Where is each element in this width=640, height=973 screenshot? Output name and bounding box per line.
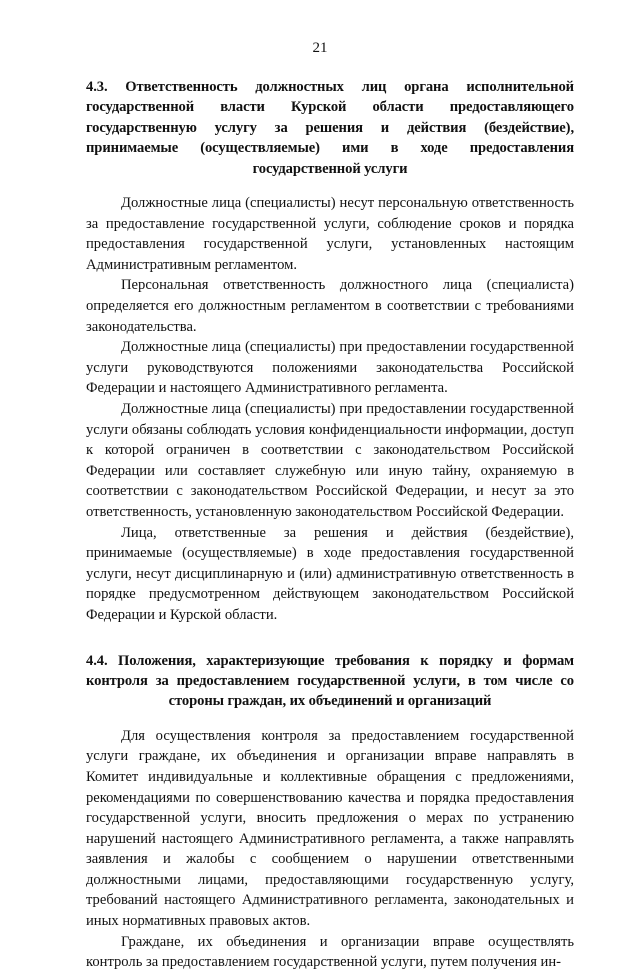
document-content — [86, 77, 574, 973]
paragraph: Персональная ответственность должностного лица (специалиста) определяется его должностным регламентом в соответствии с требованиями законодательства. — [86, 277, 574, 335]
page-number: 21 — [312, 40, 328, 56]
paragraph: Для осуществления контроля за предоставлением государственной услуги граждане, их объединения и организации вправе направлять в Комитет индивидуальные и коллективные обращения с предложениями, рекомендациями по совершенствованию качества и порядка предоставления государственной услуги, вносить предложения о мерах по устранению нарушений настоящего Административного регламента, а также направлять заявления и жалобы с сообщением о нарушении ответственными должностными лицами, предоставляющими государственную услугу, требований настоящего Административного регламента, законодательных и иных нормативных правовых актов. — [86, 727, 574, 930]
paragraph: Граждане, их объединения и организации вправе осуществлять контроль за предоставлением государственной услуги, путем получения ин- — [86, 933, 574, 971]
section-body-4-3 — [86, 193, 574, 625]
section-heading-4-3: 4.3. Ответственность должностных лиц органа исполнительной государственной власти Курской области предоставляющего государственную услугу за решения и действия (бездействие), принимаемые (осуществляемые) ими в ходе предоставления государственной услуги — [86, 79, 574, 177]
section-heading-4-4: 4.4. Положения, характеризующие требования к порядку и формам контроля за предоставлением государственной услуги, в том числе со стороны граждан, их объединений и организаций — [86, 652, 574, 710]
paragraph: Лица, ответственные за решения и действия (бездействие), принимаемые (осуществляемые) в ходе предоставления государственной услуги, несут дисциплинарную и (или) административную ответственность в порядке предусмотренном действующем законодательством Российской Федерации и Курской области. — [86, 524, 574, 623]
paragraph: Должностные лица (специалисты) при предоставлении государственной услуги руководствуются положениями законодательства Российской Федерации и настоящего Административного регламента. — [86, 339, 574, 397]
section-body-4-4 — [86, 726, 574, 973]
paragraph: Должностные лица (специалисты) несут персональную ответственность за предоставление государственной услуги, соблюдение сроков и порядка предоставления государственной услуги, установленных настоящим Административным регламентом. — [86, 195, 574, 273]
paragraph: Должностные лица (специалисты) при предоставлении государственной услуги обязаны соблюдать условия конфиденциальности информации, доступ к которой ограничен в соответствии с законодательством Российской Федерации или составляет служебную или иную тайну, охраняемую в соответствии с законодательством Российской Федерации, и несут за это ответственность, установленную законодательством Российской Федерации. — [86, 400, 574, 520]
